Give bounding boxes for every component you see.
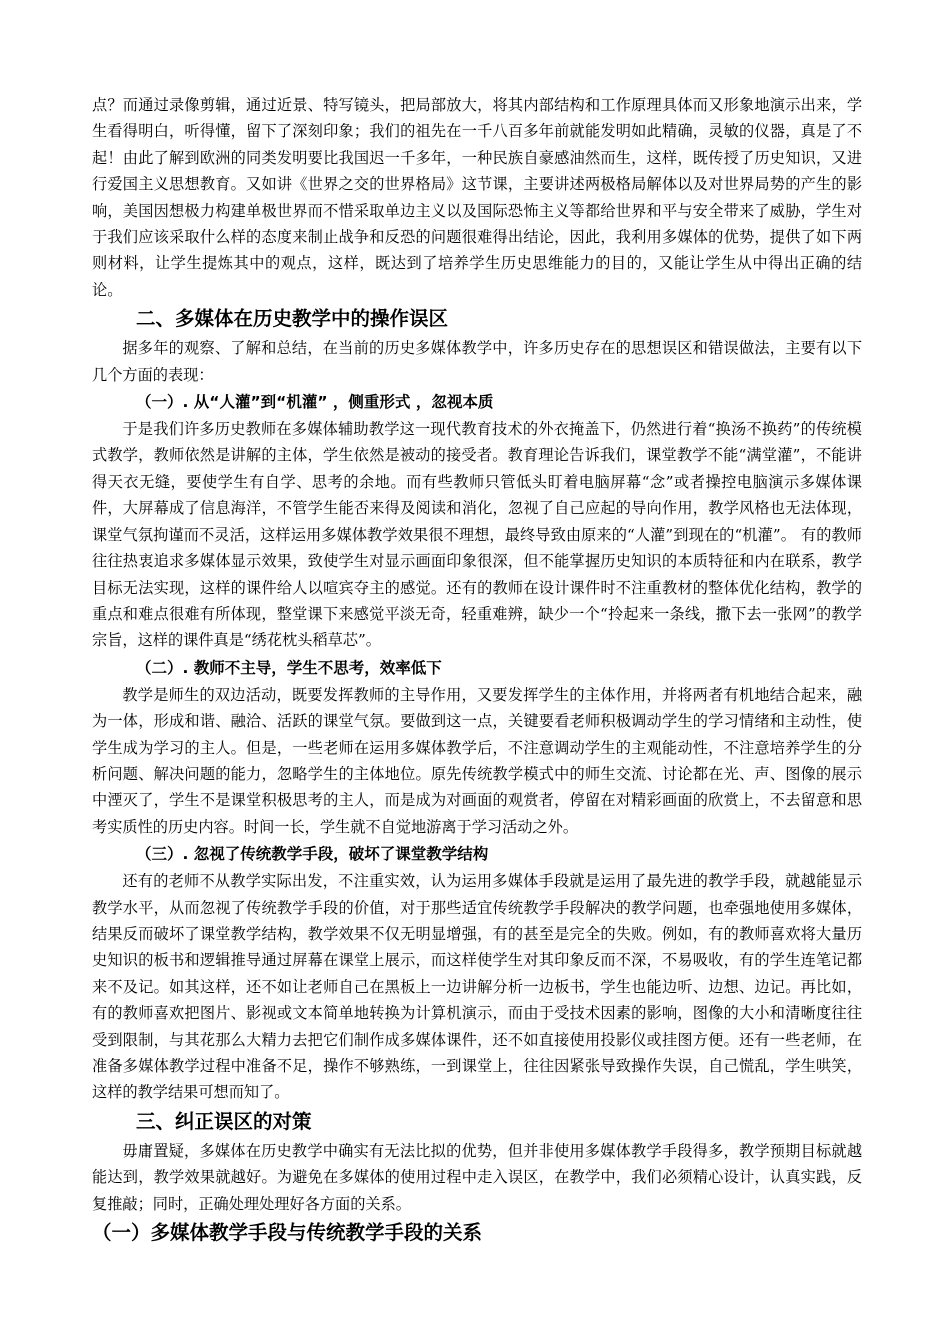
document-page xyxy=(92,92,862,1249)
section-2-intro: 据多年的观察、了解和总结，在当前的历史多媒体教学中，许多历史存在的思想误区和错误做法，主要有以下几个方面的表现： xyxy=(92,339,862,384)
section-heading-3: 三、纠正误区的对策 xyxy=(136,1109,312,1133)
subheading-2-2: （二）. 教师不主导，学生不思考，效率低下 xyxy=(136,658,442,677)
section-heading-2: 二、多媒体在历史教学中的操作误区 xyxy=(136,307,449,331)
paragraph-2-1: 于是我们许多历史教师在多媒体辅助教学这一现代教育技术的外衣掩盖下，仍然进行着“换汤不换药”的传统模式教学，教师依然是讲解的主体，学生依然是被动的接受者。教育理论告诉我们，课堂教学不能“满堂灌”，不能讲得天衣无缝，要使学生有自学、思考的余地。而有些教师只管低头盯着电脑屏幕“念”或者操控电脑演示多媒体课件，大屏幕成了信息海洋，不管学生能否来得及阅读和消化，忽视了自己应起的导向作用，教学风格也无法体现，课堂气氛拘谨而不灵活，这样运用多媒体教学效果很不理想，最终导致由原来的“人灌”到现在的“机灌”。 有的教师往往热衷追求多媒体显示效果，致使学生对显示画面印象很深，但不能掌握历史知识的本质特征和内在联系，教学目标无法实现，这样的课件给人以喧宾夺主的感觉。还有的教师在设计课件时不注重教材的整体优化结构，教学的重点和难点很难有所体现，整堂课下来感觉平淡无奇，轻重难辨，缺少一个“拎起来一条线，撒下去一张网”的教学宗旨，这样的课件真是“绣花枕头稻草芯”。 xyxy=(92,420,862,650)
paragraph-continuation: 点？而通过录像剪辑，通过近景、特写镜头，把局部放大，将其内部结构和工作原理具体而又形象地演示出来，学生看得明白，听得懂，留下了深刻印象；我们的祖先在一千八百多年前就能发明如此精确，灵敏的仪器，真是了不起！由此了解到欧洲的同类发明要比我国迟一千多年，一种民族自豪感油然而生，这样，既传授了历史知识，又进行爱国主义思想教育。又如讲《世界之交的世界格局》这节课，主要讲述两极格局解体以及对世界局势的产生的影响，美国因想极力构建单极世界而不惜采取单边主义以及国际恐怖主义等都给世界和平与安全带来了威胁，学生对于我们应该采取什么样的态度来制止战争和反恐的问题很难得出结论，因此，我利用多媒体的优势，提供了如下两则材料，让学生提炼其中的观点，这样，既达到了培养学生历史思维能力的目的，又能让学生从中得出正确的结论。 xyxy=(92,96,862,299)
paragraph-2-3: 还有的老师不从教学实际出发，不注重实效，认为运用多媒体手段就是运用了最先进的教学手段，就越能显示教学水平，从而忽视了传统教学手段的价值，对于那些适宜传统教学手段解决的教学问题，也牵强地使用多媒体，结果反而破坏了课堂教学结构，教学效果不仅无明显增强，有的甚至是完全的失败。例如，有的教师喜欢将大量历史知识的板书和逻辑推导通过屏幕在课堂上展示，而这样使学生对其印象反而不深，不易吸收，有的学生连笔记都来不及记。如其这样，还不如让老师自己在黑板上一边讲解分析一边板书，学生也能边听、边想、边记。再比如，有的教师喜欢把图片、影视或文本简单地转换为计算机演示，而由于受技术因素的影响，图像的大小和清晰度往往受到限制，与其花那么大精力去把它们制作成多媒体课件，还不如直接使用投影仪或挂图方便。还有一些老师，在准备多媒体教学过程中准备不足，操作不够熟练，一到课堂上，往往因紧张导致操作失误，自己慌乱，学生哄笑，这样的教学结果可想而知了。 xyxy=(92,872,862,1102)
subheading-2-3: （三）. 忽视了传统教学手段，破坏了课堂教学结构 xyxy=(136,845,489,864)
section-3-intro: 毋庸置疑，多媒体在历史教学中确实有无法比拟的优势，但并非使用多媒体教学手段得多，教学预期目标就越能达到，教学效果就越好。为避免在多媒体的使用过程中走入误区，在教学中，我们必须精心设计，认真实践，反复推敲；同时，正确处理处理好各方面的关系。 xyxy=(92,1141,862,1213)
subheading-3-1: （一）多媒体教学手段与传统教学手段的关系 xyxy=(92,1221,483,1245)
paragraph-2-2: 教学是师生的双边活动，既要发挥教师的主导作用，又要发挥学生的主体作用，并将两者有机地结合起来，融为一体，形成和谐、融洽、活跃的课堂气氛。要做到这一点，关键要看老师积极调动学生的学习情绪和主动性，使学生成为学习的主人。但是，一些老师在运用多媒体教学后，不注意调动学生的主观能动性，不注意培养学生的分析问题、解决问题的能力，忽略学生的主体地位。原先传统教学模式中的师生交流、讨论都在光、声、图像的展示中湮灭了，学生不是课堂积极思考的主人，而是成为对画面的观赏者，停留在对精彩画面的欣赏上，不去留意和思考实质性的历史内容。时间一长，学生就不自觉地游离于学习活动之外。 xyxy=(92,685,862,836)
subheading-2-1: （一）. 从“人灌”到“机灌” ，侧重形式 ，忽视本质 xyxy=(136,393,494,412)
